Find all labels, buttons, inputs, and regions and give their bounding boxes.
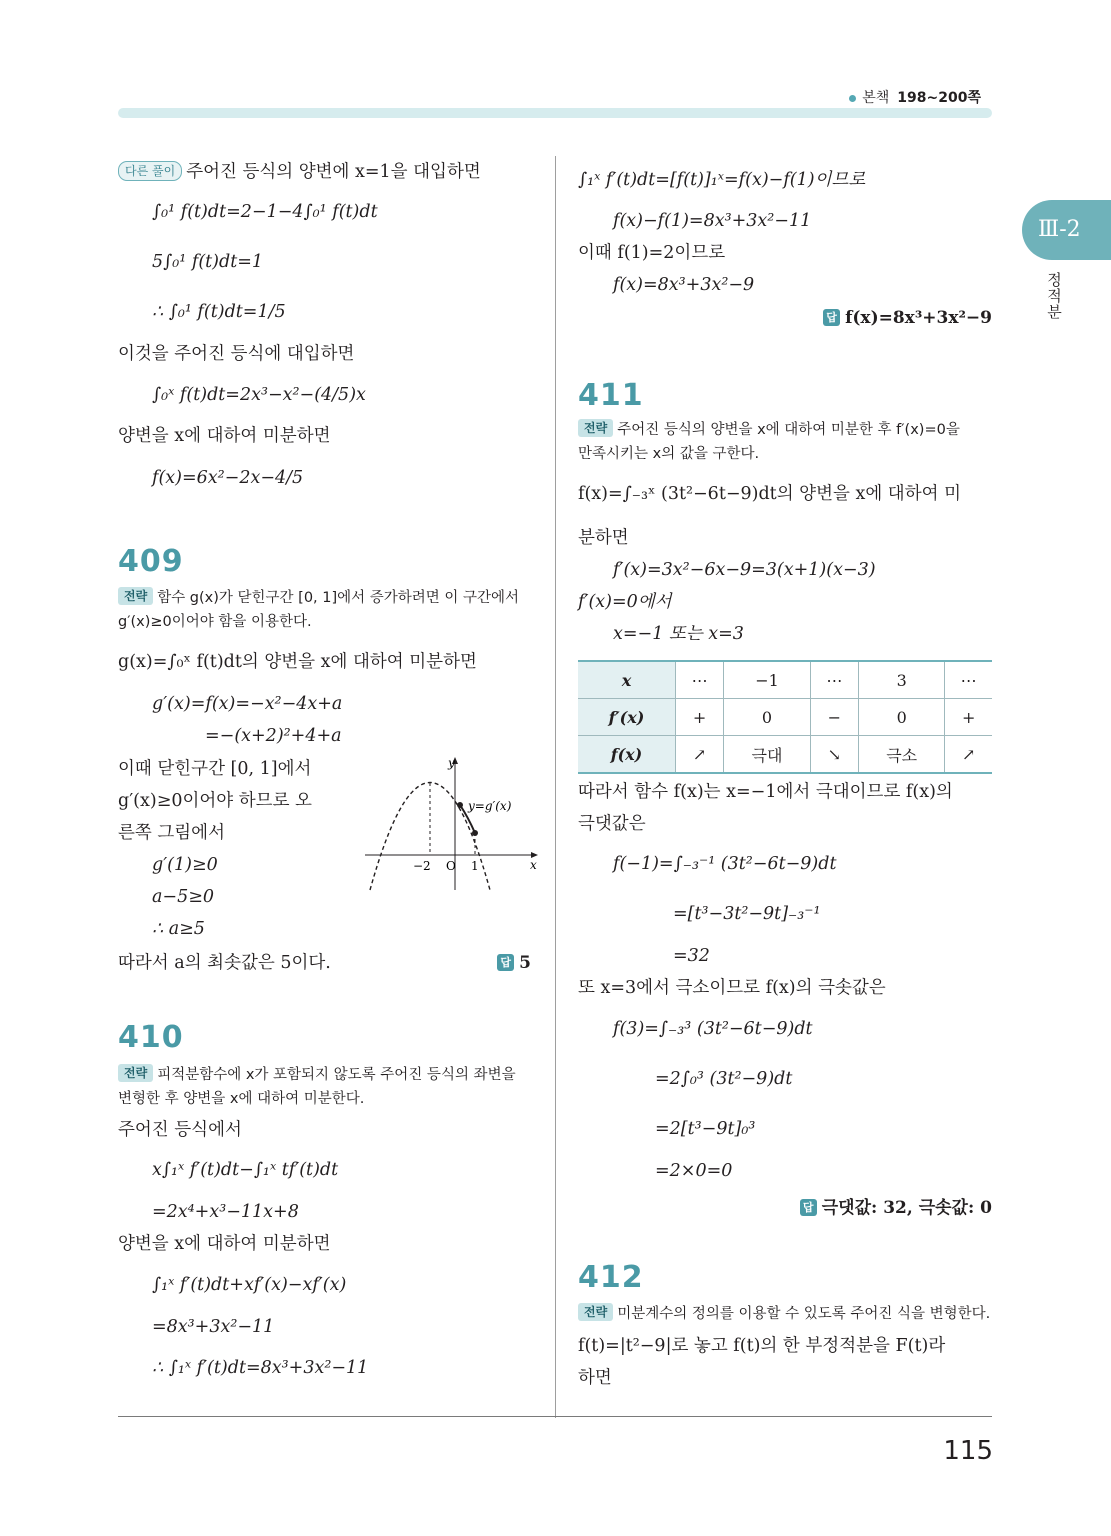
text-line: 이때 닫힌구간 [0, 1]에서 xyxy=(118,759,312,779)
text-line: 하면 xyxy=(578,1368,612,1388)
point xyxy=(457,802,463,808)
strategy-text: 만족시키는 x의 값을 구한다. xyxy=(578,446,760,462)
equation: f′(x)=3x²−6x−9=3(x+1)(x−3) xyxy=(613,560,876,580)
y-label: y xyxy=(448,756,455,770)
curve-label: y=g′(x) xyxy=(468,799,512,813)
alt-solution-tag: 다른 풀이 xyxy=(118,161,182,181)
table-cell: + xyxy=(945,699,992,736)
equation: x=−1 또는 x=3 xyxy=(613,624,744,644)
table-row xyxy=(578,661,992,699)
strategy-tag: 전략 xyxy=(578,419,613,437)
point xyxy=(472,830,478,836)
strategy-tag: 전략 xyxy=(578,1303,613,1321)
answer xyxy=(800,1193,992,1218)
equation: ∴ ∫₀¹ f(t)dt=1/5 xyxy=(152,302,286,322)
table-cell: ⋯ xyxy=(945,661,992,699)
strategy-text: g′(x)≥0이어야 함을 이용한다. xyxy=(118,614,312,630)
text-line: 양변을 x에 대하여 미분하면 xyxy=(118,426,331,446)
strategy-text: 함수 g(x)가 닫힌구간 [0, 1]에서 증가하려면 이 구간에서 xyxy=(157,590,520,606)
equation: =−(x+2)²+4+a xyxy=(205,726,342,746)
answer-value: f(x)=8x³+3x²−9 xyxy=(845,308,992,328)
table-cell: ⋯ xyxy=(810,661,858,699)
strategy-text: 미분계수의 정의를 이용할 수 있도록 주어진 식을 변형한다. xyxy=(617,1306,991,1322)
tick-label: 1 xyxy=(471,859,479,873)
text-line: 따라서 함수 f(x)는 x=−1에서 극대이므로 f(x)의 xyxy=(578,782,953,802)
strategy-text: 변형한 후 양변을 x에 대하여 미분한다. xyxy=(118,1091,365,1107)
equation: =8x³+3x²−11 xyxy=(152,1317,275,1337)
text-line: f(t)=|t²−9|로 놓고 f(t)의 한 부정적분을 F(t)라 xyxy=(578,1336,946,1356)
text-line: g(x)=∫₀ˣ f(t)dt의 양변을 x에 대하여 미분하면 xyxy=(118,652,477,672)
equation: ∴ a≥5 xyxy=(152,919,205,939)
chapter-tab: Ⅲ-2 xyxy=(1022,200,1111,260)
table-cell: − xyxy=(810,699,858,736)
equation: ∫₀ˣ f(t)dt=2x³−x²−(4/5)x xyxy=(152,385,366,405)
alt-solution-intro xyxy=(118,160,481,184)
text-line: 분하면 xyxy=(578,528,629,548)
problem-number: 410 xyxy=(118,1020,184,1055)
increase-decrease-table xyxy=(578,660,992,774)
text-line: 또 x=3에서 극소이므로 f(x)의 극솟값은 xyxy=(578,978,886,998)
book-label: 본책 xyxy=(862,90,890,106)
answer-badge: 답 xyxy=(800,1199,817,1216)
answer xyxy=(497,953,531,973)
column-divider xyxy=(555,156,556,1418)
strategy-tag: 전략 xyxy=(118,587,153,605)
bullet-icon xyxy=(849,95,856,102)
equation: x∫₁ˣ f′(t)dt−∫₁ˣ tf′(t)dt xyxy=(152,1160,339,1180)
x-label: x xyxy=(530,858,537,872)
table-cell: 0 xyxy=(724,699,810,736)
equation: f(3)=∫₋₃³ (3t²−6t−9)dt xyxy=(613,1019,813,1039)
table-cell: 0 xyxy=(859,699,945,736)
equation: =2×0=0 xyxy=(655,1161,733,1181)
answer-badge: 답 xyxy=(823,309,840,326)
equation: f(−1)=∫₋₃⁻¹ (3t²−6t−9)dt xyxy=(613,854,837,874)
answer xyxy=(823,308,992,328)
problem-number: 409 xyxy=(118,544,184,579)
strategy-tag: 전략 xyxy=(118,1064,153,1082)
text-line: 주어진 등식에서 xyxy=(118,1120,242,1140)
equation: =32 xyxy=(673,946,710,966)
answer-value: 극댓값: 32, 극솟값: 0 xyxy=(821,1198,992,1218)
strategy-line xyxy=(578,418,960,442)
origin-label: O xyxy=(446,859,456,873)
text-line: f(x)=∫₋₃ˣ (3t²−6t−9)dt의 양변을 x에 대하여 미 xyxy=(578,484,961,504)
text-line: 른쪽 그림에서 xyxy=(118,823,225,843)
table-cell: ↗ xyxy=(945,736,992,774)
table-row xyxy=(578,699,992,736)
alt-intro-text: 주어진 등식의 양변에 x=1을 대입하면 xyxy=(186,162,481,182)
table-row xyxy=(578,736,992,774)
footer-rule xyxy=(118,1416,992,1417)
problem-number: 412 xyxy=(578,1260,644,1295)
page-number: 115 xyxy=(943,1436,993,1466)
equation: g′(1)≥0 xyxy=(152,855,218,875)
equation: ∴ ∫₁ˣ f′(t)dt=8x³+3x²−11 xyxy=(152,1358,369,1378)
strategy-line xyxy=(118,586,519,610)
text-line: 이것을 주어진 등식에 대입하면 xyxy=(118,344,355,364)
text-line: 양변을 x에 대하여 미분하면 xyxy=(118,1234,331,1254)
equation: =2∫₀³ (3t²−9)dt xyxy=(655,1069,793,1089)
equation: f(x)=6x²−2x−4/5 xyxy=(152,468,304,488)
header-bar xyxy=(118,108,992,118)
page-reference xyxy=(849,87,981,107)
equation: f(x)−f(1)=8x³+3x²−11 xyxy=(613,211,812,231)
table-cell: ↗ xyxy=(675,736,723,774)
equation: g′(x)=f(x)=−x²−4x+a xyxy=(152,694,343,714)
table-cell: f′(x) xyxy=(578,699,675,736)
equation: ∫₁ˣ f′(t)dt+xf′(x)−xf′(x) xyxy=(152,1275,347,1295)
text-line: 극댓값은 xyxy=(578,814,646,834)
table-cell: 3 xyxy=(859,661,945,699)
equation: a−5≥0 xyxy=(152,887,215,907)
table-cell: 극대 xyxy=(724,736,810,774)
answer-value: 5 xyxy=(519,953,531,973)
table-cell: x xyxy=(578,661,675,699)
text-line: 따라서 a의 최솟값은 5이다. xyxy=(118,953,331,973)
chapter-label: 정적분 xyxy=(1045,272,1063,320)
equation: ∫₁ˣ f′(t)dt=[f(t)]₁ˣ=f(x)−f(1)이므로 xyxy=(578,170,866,190)
equation: f(x)=8x³+3x²−9 xyxy=(613,275,755,295)
table-cell: −1 xyxy=(724,661,810,699)
table-cell: + xyxy=(675,699,723,736)
table-cell: f(x) xyxy=(578,736,675,774)
answer-badge: 답 xyxy=(497,954,514,971)
table-cell: ↘ xyxy=(810,736,858,774)
table-cell: ⋯ xyxy=(675,661,723,699)
equation: =2[t³−9t]₀³ xyxy=(655,1119,756,1139)
strategy-line xyxy=(578,1302,990,1326)
equation: =2x⁴+x³−11x+8 xyxy=(152,1202,299,1222)
page-range: 198~200쪽 xyxy=(897,90,981,106)
strategy-line xyxy=(118,1063,516,1087)
equation: 5∫₀¹ f(t)dt=1 xyxy=(152,252,264,272)
problem-number: 411 xyxy=(578,378,644,413)
table-cell: 극소 xyxy=(859,736,945,774)
strategy-text: 주어진 등식의 양변을 x에 대하여 미분한 후 f′(x)=0을 xyxy=(617,422,960,438)
strategy-text: 피적분함수에 x가 포함되지 않도록 주어진 등식의 좌변을 xyxy=(157,1067,516,1083)
parabola-graph xyxy=(360,755,540,895)
text-line: g′(x)≥0이어야 하므로 오 xyxy=(118,791,312,811)
equation: f′(x)=0에서 xyxy=(578,592,672,612)
tick-label: −2 xyxy=(413,859,431,873)
equation: =[t³−3t²−9t]₋₃⁻¹ xyxy=(673,904,821,924)
equation: ∫₀¹ f(t)dt=2−1−4∫₀¹ f(t)dt xyxy=(152,202,378,222)
text-line: 이때 f(1)=2이므로 xyxy=(578,243,726,263)
